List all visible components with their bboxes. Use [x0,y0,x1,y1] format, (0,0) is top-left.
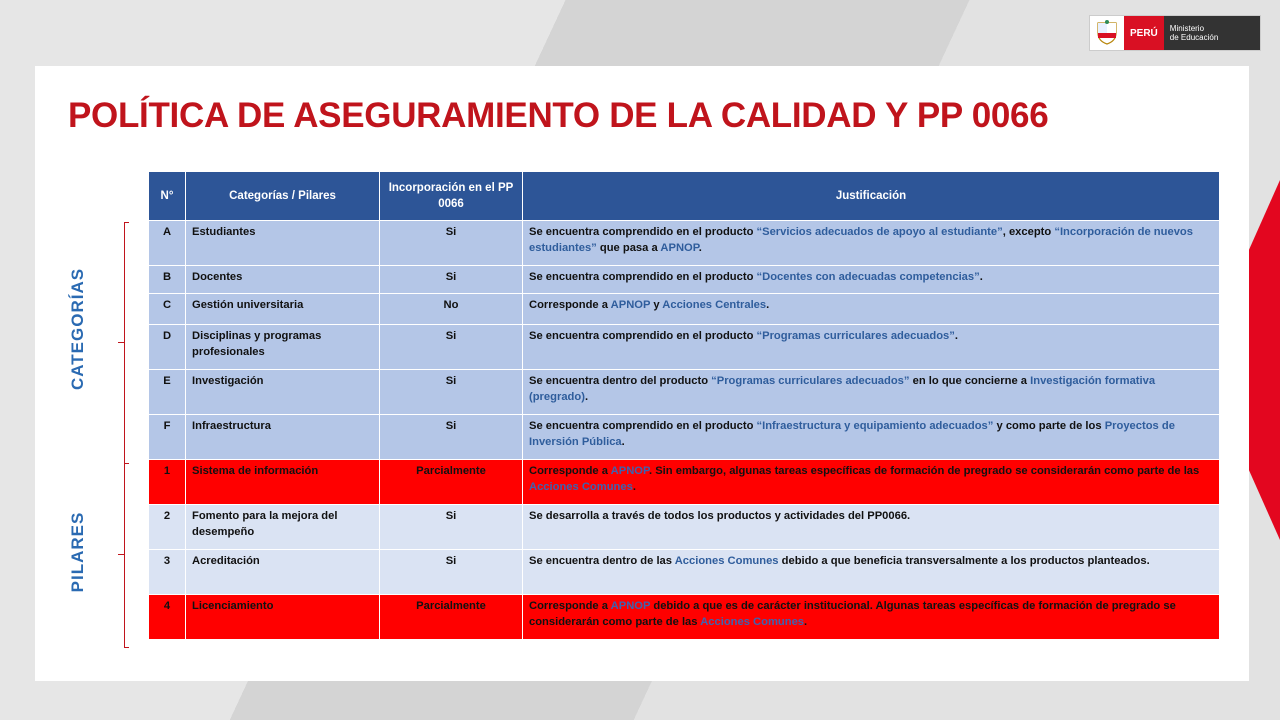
highlighted-text: “Docentes con adecuadas competencias” [756,271,980,283]
row-name: Gestión universitaria [186,294,380,325]
highlighted-text: Acciones Comunes [529,481,633,493]
table-row [149,595,1220,640]
header-category: Categorías / Pilares [186,172,380,221]
justification-text: Se encuentra dentro del producto [529,375,712,387]
ministry-logo [1090,16,1260,50]
highlighted-text: APNOP [610,465,649,477]
table-body [149,221,1220,640]
row-justification [523,221,1220,266]
justification-text: . [584,391,589,403]
row-incorporation: Si [380,266,523,294]
justification-text: Corresponde a [529,600,611,612]
row-justification [523,294,1220,325]
justification-text: debido a que beneficia transversalmente a los productos planteados. [778,555,1150,567]
row-incorporation: Parcialmente [380,460,523,505]
justification-text: . [954,330,958,342]
row-justification [523,325,1220,370]
row-number: 2 [149,505,186,550]
row-name: Acreditación [186,550,380,595]
table-row [149,325,1220,370]
justification-text: , excepto [1002,226,1055,238]
row-justification [523,370,1220,415]
row-name: Sistema de información [186,460,380,505]
row-number: B [149,266,186,294]
header-number: N° [149,172,186,221]
justification-text: . [698,242,702,254]
highlighted-text: “Programas curriculares adecuados” [711,375,910,387]
highlighted-text: APNOP [660,242,699,254]
row-name: Fomento para la mejora del desempeño [186,505,380,550]
row-incorporation: Si [380,550,523,595]
row-number: A [149,221,186,266]
row-incorporation: Si [380,221,523,266]
justification-text: debido a que es de carácter institucional. Algunas tareas específicas de formación de pregrado se considerarán como parte de las [529,600,1176,628]
justification-text: . [804,616,808,628]
row-incorporation: No [380,294,523,325]
table-row [149,294,1220,325]
table-row [149,505,1220,550]
table-header-row [149,172,1220,221]
row-number: D [149,325,186,370]
table-row [149,460,1220,505]
logo-country: PERÚ [1124,16,1164,50]
highlighted-text: Acciones Centrales [662,299,767,311]
justification-text: . [979,271,983,283]
row-incorporation: Si [380,415,523,460]
logo-ministry-line2: de Educación [1169,33,1219,42]
justification-text: y como parte de los [993,420,1105,432]
categorias-bracket [124,222,129,464]
row-number: C [149,294,186,325]
row-name: Docentes [186,266,380,294]
justification-text: Corresponde a [529,465,611,477]
header-incorporation: Incorporación en el PP 0066 [380,172,523,221]
highlighted-text: Acciones Comunes [700,616,805,628]
highlighted-text: “Infraestructura y equipamiento adecuados” [756,420,994,432]
coat-of-arms-icon [1090,16,1124,50]
highlighted-text: APNOP [610,299,651,311]
highlighted-text: “Incorporación de nuevos estudiantes” [529,226,1193,254]
row-justification [523,595,1220,640]
row-name: Licenciamiento [186,595,380,640]
policy-table [148,171,1220,640]
logo-ministry-line1: Ministerio [1169,24,1205,33]
row-name: Investigación [186,370,380,415]
highlighted-text: APNOP [610,600,651,612]
row-justification [523,415,1220,460]
table-row [149,266,1220,294]
row-number: F [149,415,186,460]
row-number: E [149,370,186,415]
row-name: Estudiantes [186,221,380,266]
justification-text: Se encuentra dentro de las [529,555,675,567]
table-row [149,550,1220,595]
row-number: 4 [149,595,186,640]
pilares-label: PILARES [68,511,87,593]
row-incorporation: Parcialmente [380,595,523,640]
justification-text: . [632,481,636,493]
row-justification [523,505,1220,550]
justification-text: Corresponde a [529,299,611,311]
highlighted-text: “Servicios adecuados de apoyo al estudiante” [756,226,1003,238]
justification-text: en lo que concierne a [909,375,1031,387]
row-justification [523,266,1220,294]
justification-text: . [766,299,770,311]
row-incorporation: Si [380,370,523,415]
justification-text: Se desarrolla a través de todos los productos y actividades del PP0066. [529,510,911,522]
table-row [149,415,1220,460]
row-incorporation: Si [380,325,523,370]
justification-text: . Sin embargo, algunas tareas específicas de formación de pregrado se considerarán como parte de las [649,465,1200,477]
categorias-bracket-tick [118,342,125,343]
justification-text: Se encuentra comprendido en el producto [529,226,757,238]
justification-text: y [650,299,663,311]
highlighted-text: Investigación formativa (pregrado) [529,375,1156,403]
row-name: Disciplinas y programas profesionales [186,325,380,370]
row-justification [523,460,1220,505]
highlighted-text: Proyectos de Inversión Pública [529,420,1175,448]
header-justification: Justificación [523,172,1220,221]
highlighted-text: Acciones Comunes [674,555,779,567]
categorias-label: CATEGORÍAS [68,267,87,390]
highlighted-text: “Programas curriculares adecuados” [756,330,955,342]
pilares-bracket [124,463,129,648]
justification-text: Se encuentra comprendido en el producto [529,420,757,432]
pilares-bracket-tick [118,554,125,555]
table-row [149,221,1220,266]
logo-ministry [1164,16,1260,50]
row-number: 1 [149,460,186,505]
row-number: 3 [149,550,186,595]
page-title: POLÍTICA DE ASEGURAMIENTO DE LA CALIDAD Y PP 0066 [68,96,1049,135]
justification-text: que pasa a [596,242,661,254]
justification-text: Se encuentra comprendido en el producto [529,271,757,283]
table-row [149,370,1220,415]
row-justification [523,550,1220,595]
row-name: Infraestructura [186,415,380,460]
justification-text: . [621,436,625,448]
row-incorporation: Si [380,505,523,550]
justification-text: Se encuentra comprendido en el producto [529,330,757,342]
